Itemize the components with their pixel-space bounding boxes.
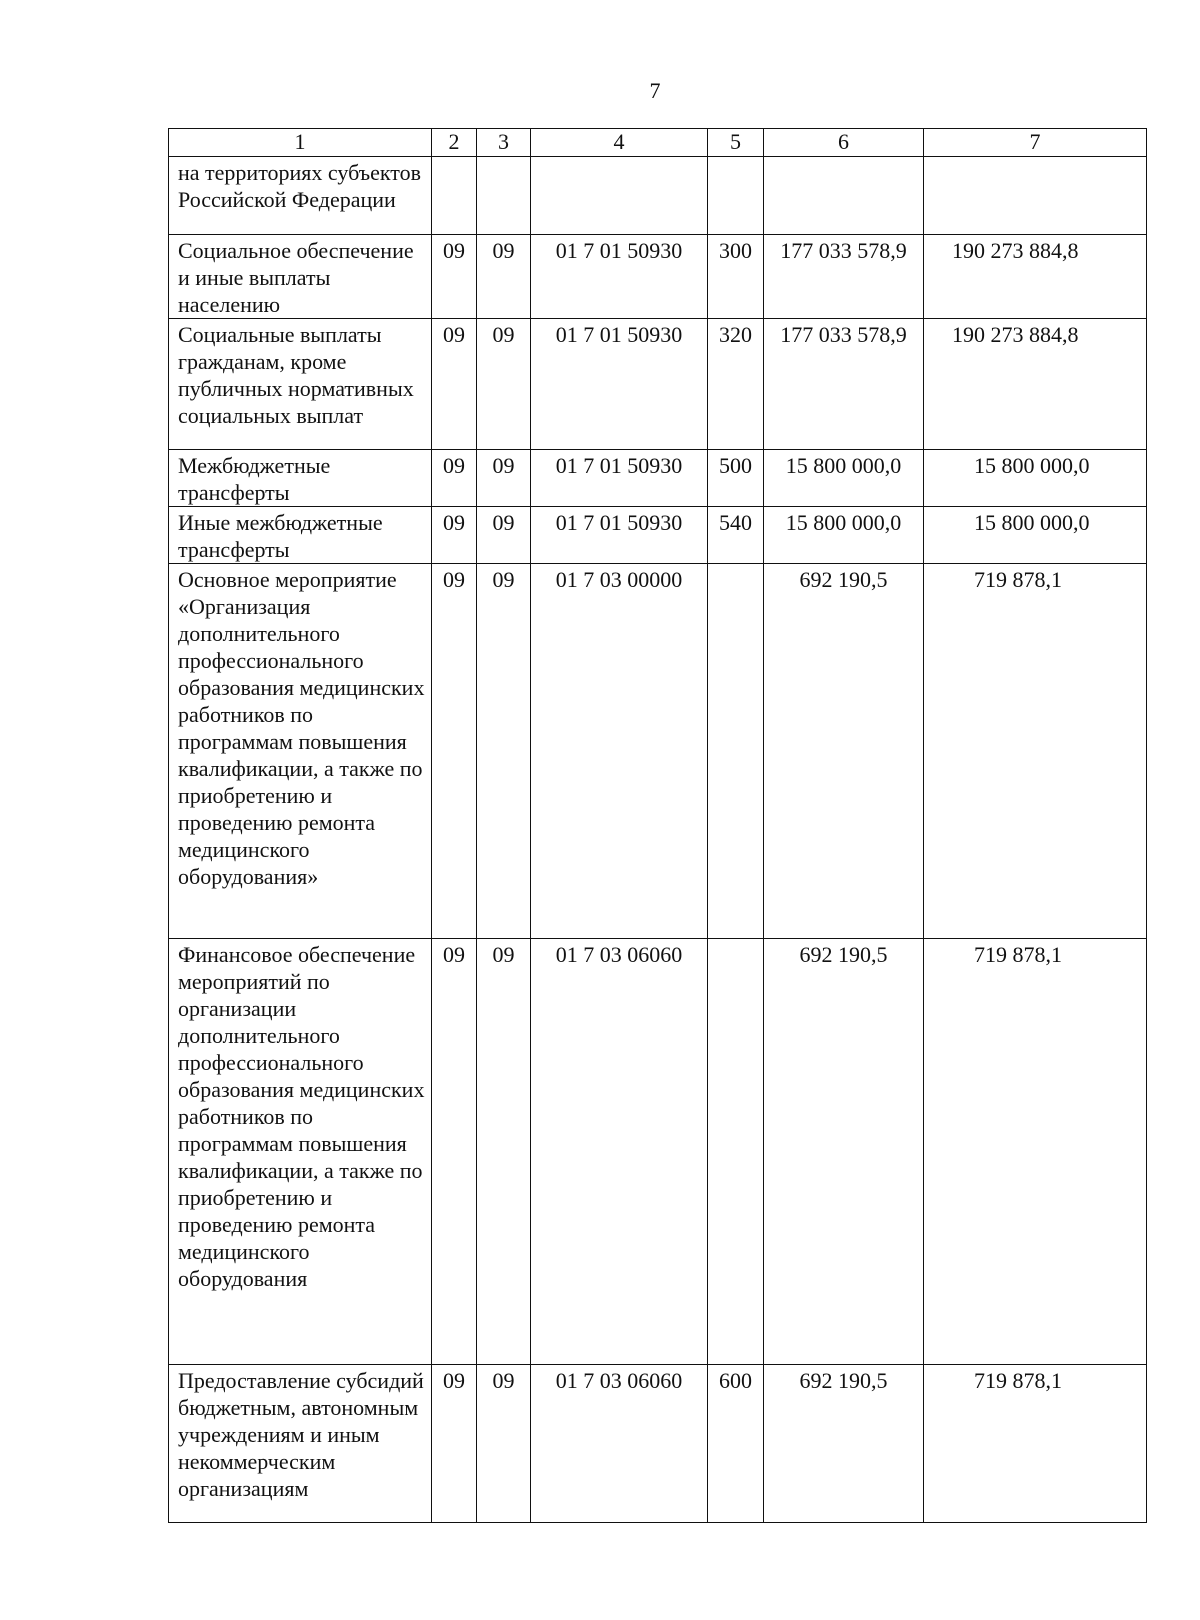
row-amount-year1: 177 033 578,9: [764, 235, 924, 319]
row-expense-type: [708, 939, 764, 1365]
row-expense-type: 600: [708, 1365, 764, 1523]
row-section: 09: [432, 939, 477, 1365]
row-name: Основное мероприятие «Организация дополнительного профессионального образования медицинских работников по программам повышения квалификации, а также по приобретению и проведению ремонта медицинского оборудования»: [169, 564, 432, 939]
col-header-1: 1: [169, 129, 432, 157]
row-section: 09: [432, 564, 477, 939]
row-amount-year2: [924, 157, 1147, 235]
budget-table: [168, 128, 1147, 1523]
row-target-code: 01 7 01 50930: [531, 319, 708, 450]
col-header-4: 4: [531, 129, 708, 157]
row-amount-year1: 15 800 000,0: [764, 450, 924, 507]
table-row: [169, 450, 1147, 507]
row-amount-year1: 692 190,5: [764, 939, 924, 1365]
row-amount-year2: 15 800 000,0: [924, 450, 1147, 507]
table-row: [169, 235, 1147, 319]
row-amount-year1: 177 033 578,9: [764, 319, 924, 450]
row-section: 09: [432, 507, 477, 564]
row-name: Предоставление субсидий бюджетным, автономным учреждениям и иным некоммерческим организациям: [169, 1365, 432, 1523]
row-subsection: 09: [477, 564, 531, 939]
row-subsection: 09: [477, 1365, 531, 1523]
row-name: на территориях субъектов Российской Федерации: [169, 157, 432, 235]
row-name: Финансовое обеспечение мероприятий по организации дополнительного профессионального образования медицинских работников по программам повышения квалификации, а также по приобретению и проведению ремонта медицинского оборудования: [169, 939, 432, 1365]
table-row: [169, 157, 1147, 235]
row-amount-year2: 15 800 000,0: [924, 507, 1147, 564]
row-expense-type: [708, 157, 764, 235]
row-section: 09: [432, 319, 477, 450]
row-section: 09: [432, 235, 477, 319]
col-header-3: 3: [477, 129, 531, 157]
row-expense-type: 320: [708, 319, 764, 450]
row-name: Социальные выплаты гражданам, кроме публичных нормативных социальных выплат: [169, 319, 432, 450]
row-expense-type: [708, 564, 764, 939]
header-row: [169, 129, 1147, 157]
row-amount-year2: 719 878,1: [924, 1365, 1147, 1523]
row-section: 09: [432, 450, 477, 507]
table-row: [169, 564, 1147, 939]
table-row: [169, 507, 1147, 564]
row-amount-year1: 692 190,5: [764, 1365, 924, 1523]
page-number: 7: [649, 78, 661, 103]
col-header-5: 5: [708, 129, 764, 157]
row-subsection: 09: [477, 235, 531, 319]
row-amount-year2: 719 878,1: [924, 939, 1147, 1365]
row-expense-type: 500: [708, 450, 764, 507]
col-header-7: 7: [924, 129, 1147, 157]
row-expense-type: 540: [708, 507, 764, 564]
row-expense-type: 300: [708, 235, 764, 319]
row-subsection: 09: [477, 939, 531, 1365]
row-amount-year1: [764, 157, 924, 235]
row-name: Социальное обеспечение и иные выплаты населению: [169, 235, 432, 319]
col-header-6: 6: [764, 129, 924, 157]
row-target-code: 01 7 03 00000: [531, 564, 708, 939]
row-subsection: 09: [477, 450, 531, 507]
table-row: [169, 939, 1147, 1365]
row-subsection: [477, 157, 531, 235]
row-amount-year2: 190 273 884,8: [924, 319, 1147, 450]
row-section: [432, 157, 477, 235]
row-name: Иные межбюджетные трансферты: [169, 507, 432, 564]
table-row: [169, 319, 1147, 450]
row-target-code: 01 7 03 06060: [531, 1365, 708, 1523]
row-name: Межбюджетные трансферты: [169, 450, 432, 507]
row-subsection: 09: [477, 507, 531, 564]
row-amount-year2: 190 273 884,8: [924, 235, 1147, 319]
row-amount-year2: 719 878,1: [924, 564, 1147, 939]
table-row: [169, 1365, 1147, 1523]
row-target-code: 01 7 01 50930: [531, 450, 708, 507]
row-amount-year1: 15 800 000,0: [764, 507, 924, 564]
row-target-code: [531, 157, 708, 235]
row-target-code: 01 7 01 50930: [531, 507, 708, 564]
row-section: 09: [432, 1365, 477, 1523]
row-subsection: 09: [477, 319, 531, 450]
row-amount-year1: 692 190,5: [764, 564, 924, 939]
row-target-code: 01 7 01 50930: [531, 235, 708, 319]
row-target-code: 01 7 03 06060: [531, 939, 708, 1365]
col-header-2: 2: [432, 129, 477, 157]
